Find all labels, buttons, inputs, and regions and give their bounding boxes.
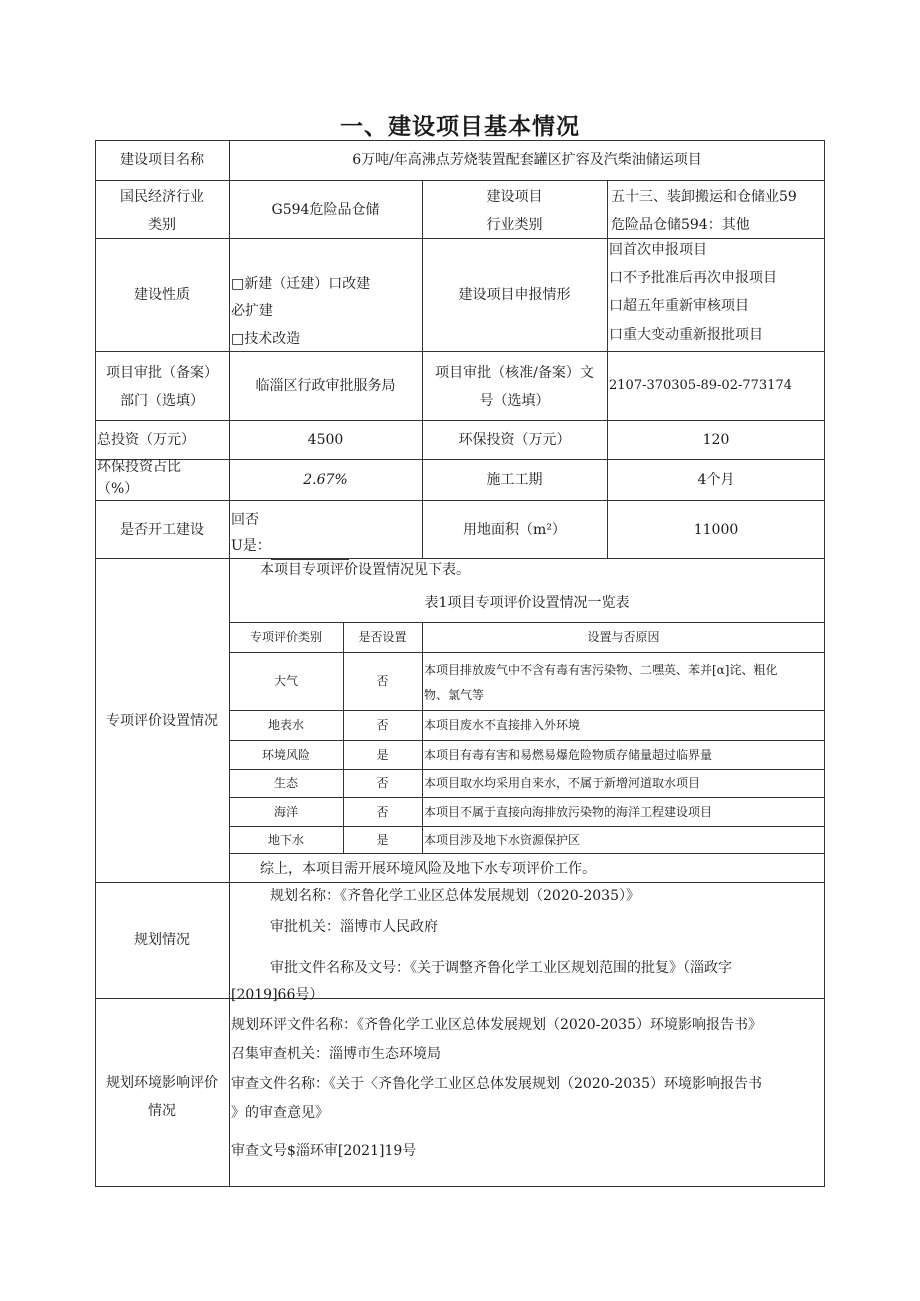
period-label: 施工工期 <box>486 472 543 488</box>
page-title: 一、建设项目基本情况 <box>340 114 580 140</box>
inner-divider <box>229 769 825 770</box>
special-row-set: 否 <box>376 805 389 819</box>
category-value-1: 五十三、装卸搬运和仓储业59 <box>611 189 797 205</box>
special-row-reason: 本项目取水均采用自来水，不属于新增河道取水项目 <box>424 776 701 790</box>
special-intro: 本项目专项评价设置情况见下表。 <box>260 562 470 578</box>
special-summary: 综上，本项目需开展环境风险及地下水专项评价工作。 <box>260 861 596 877</box>
special-row-reason: 本项目涉及地下水资源保护区 <box>424 833 581 847</box>
row-divider <box>95 351 825 352</box>
special-table-title: 表1项目专项评价设置情况一览表 <box>424 595 630 611</box>
special-row-cat: 地下水 <box>267 833 304 847</box>
inner-divider <box>229 710 825 711</box>
nature-option-tech: □技术改造 <box>231 331 301 347</box>
industry-label-1: 国民经济行业 <box>120 189 204 205</box>
plan-authority: 审批机关：淄博市人民政府 <box>270 919 438 935</box>
dept-label-1: 项目审批（备案） <box>106 365 218 381</box>
eia-file-name: 规划环评文件名称：《齐鲁化学工业区总体发展规划（2020-2035）环境影响报告书》 <box>231 1017 762 1033</box>
docno-label-1: 项目审批（核准/备案）文 <box>435 365 594 381</box>
plan-name: 规划名称：《齐鲁化学工业区总体发展规划（2020-2035）》 <box>270 888 640 904</box>
special-header-set: 是否设置 <box>358 630 407 644</box>
special-row-set: 是 <box>376 748 389 762</box>
report-option-reapply: 口不予批准后再次申报项目 <box>609 270 777 286</box>
invest-value: 4500 <box>307 432 344 448</box>
special-row-set: 是 <box>376 833 389 847</box>
row-divider <box>95 180 825 181</box>
period-value: 4个月 <box>697 472 735 488</box>
env-invest-value: 120 <box>702 432 730 448</box>
category-value-2: 危险品仓储594：其他 <box>611 217 750 233</box>
inner-col-divider <box>422 622 423 853</box>
special-row-cat: 生态 <box>273 776 298 790</box>
special-row-set: 否 <box>376 776 389 790</box>
plan-doc-number: [2019]66号） <box>231 987 324 1003</box>
eia-review-doc-cont: 》的审查意见》 <box>231 1105 329 1121</box>
inner-divider <box>229 826 825 827</box>
row-divider <box>95 998 825 999</box>
dept-value: 临淄区行政审批服务局 <box>255 378 396 394</box>
started-option-no: 回否 <box>231 512 259 528</box>
special-row-cat: 大气 <box>273 674 298 688</box>
special-row-cat: 海洋 <box>273 805 298 819</box>
docno-label-2: 号（选填） <box>479 393 550 409</box>
report-label: 建设项目申报情形 <box>458 287 571 303</box>
project-name-label: 建设项目名称 <box>120 152 204 168</box>
special-header-category: 专项评价类别 <box>249 630 322 644</box>
special-row-reason: 本项目废水不直接排入外环境 <box>424 718 581 732</box>
plan-doc: 审批文件名称及文号：《关于调整齐鲁化学工业区规划范围的批复》（淄政字 <box>270 960 732 976</box>
inner-divider <box>229 622 825 623</box>
inner-divider <box>229 652 825 653</box>
plan-label: 规划情况 <box>134 932 190 948</box>
row-divider <box>95 500 825 501</box>
inner-divider <box>229 853 825 854</box>
env-invest-label: 环保投资（万元） <box>458 432 571 448</box>
eia-review-number: 审查文号$淄环审[2021]19号 <box>231 1143 417 1159</box>
area-value: 11000 <box>693 522 739 538</box>
area-label: 用地面积（m²） <box>463 522 566 538</box>
eia-label-2: 情况 <box>148 1103 176 1119</box>
col-divider <box>229 140 230 1187</box>
ratio-label-1: 环保投资占比 <box>97 459 181 475</box>
report-option-first: 回首次申报项目 <box>609 242 707 258</box>
eia-review-authority: 召集审查机关：淄博市生态环境局 <box>231 1046 441 1062</box>
eia-review-doc: 审查文件名称：《关于〈齐鲁化学工业区总体发展规划（2020-2035）环境影响报告书 <box>231 1076 762 1092</box>
ratio-label-2: （%） <box>97 481 139 497</box>
category-label-2: 行业类别 <box>486 217 543 233</box>
inner-divider <box>229 740 825 741</box>
special-row-reason-cont: 物、氯气等 <box>424 688 485 702</box>
started-option-yes-text: U是： <box>231 538 271 554</box>
invest-label: 总投资（万元） <box>97 432 195 448</box>
industry-value: G594危险品仓储 <box>271 202 380 218</box>
category-label-1: 建设项目 <box>486 189 543 205</box>
row-divider <box>95 420 825 421</box>
row-divider <box>95 459 825 460</box>
special-row-reason: 本项目有毒有害和易燃易爆危险物质存储量超过临界量 <box>424 748 713 762</box>
project-name-value: 6万吨/年高沸点芳烧装置配套罐区扩容及汽柴油储运项目 <box>352 152 702 168</box>
report-option-five-years: 口超五年重新审核项目 <box>609 298 749 314</box>
special-row-reason: 本项目排放废气中不含有毒有害污染物、二嘿英、苯并[α]诧、粗化 <box>424 663 778 677</box>
nature-option-expand: 必扩建 <box>231 303 273 319</box>
industry-label-2: 类别 <box>148 217 176 233</box>
inner-divider <box>229 797 825 798</box>
docno-value: 2107-370305-89-02-773174 <box>609 378 792 393</box>
started-label: 是否开工建设 <box>120 522 204 538</box>
special-row-cat: 环境风险 <box>261 748 310 762</box>
special-row-set: 否 <box>376 674 389 688</box>
special-row-cat: 地表水 <box>267 718 304 732</box>
special-row-set: 否 <box>376 718 389 732</box>
ratio-value: 2.67% <box>303 472 348 488</box>
nature-option-new-rebuild: □新建（迁建）口改建 <box>231 276 371 292</box>
col-divider <box>607 180 608 558</box>
eia-label-1: 规划环境影响评价 <box>106 1075 218 1091</box>
special-row-reason: 本项目不属于直接向海排放污染物的海洋工程建设项目 <box>424 805 713 819</box>
special-header-reason: 设置与否原因 <box>587 630 660 644</box>
report-option-major-change: 口重大变动重新报批项目 <box>609 327 763 343</box>
dept-label-2: 部门（选填） <box>120 393 204 409</box>
special-label: 专项评价设置情况 <box>106 713 218 729</box>
nature-label: 建设性质 <box>134 287 190 303</box>
